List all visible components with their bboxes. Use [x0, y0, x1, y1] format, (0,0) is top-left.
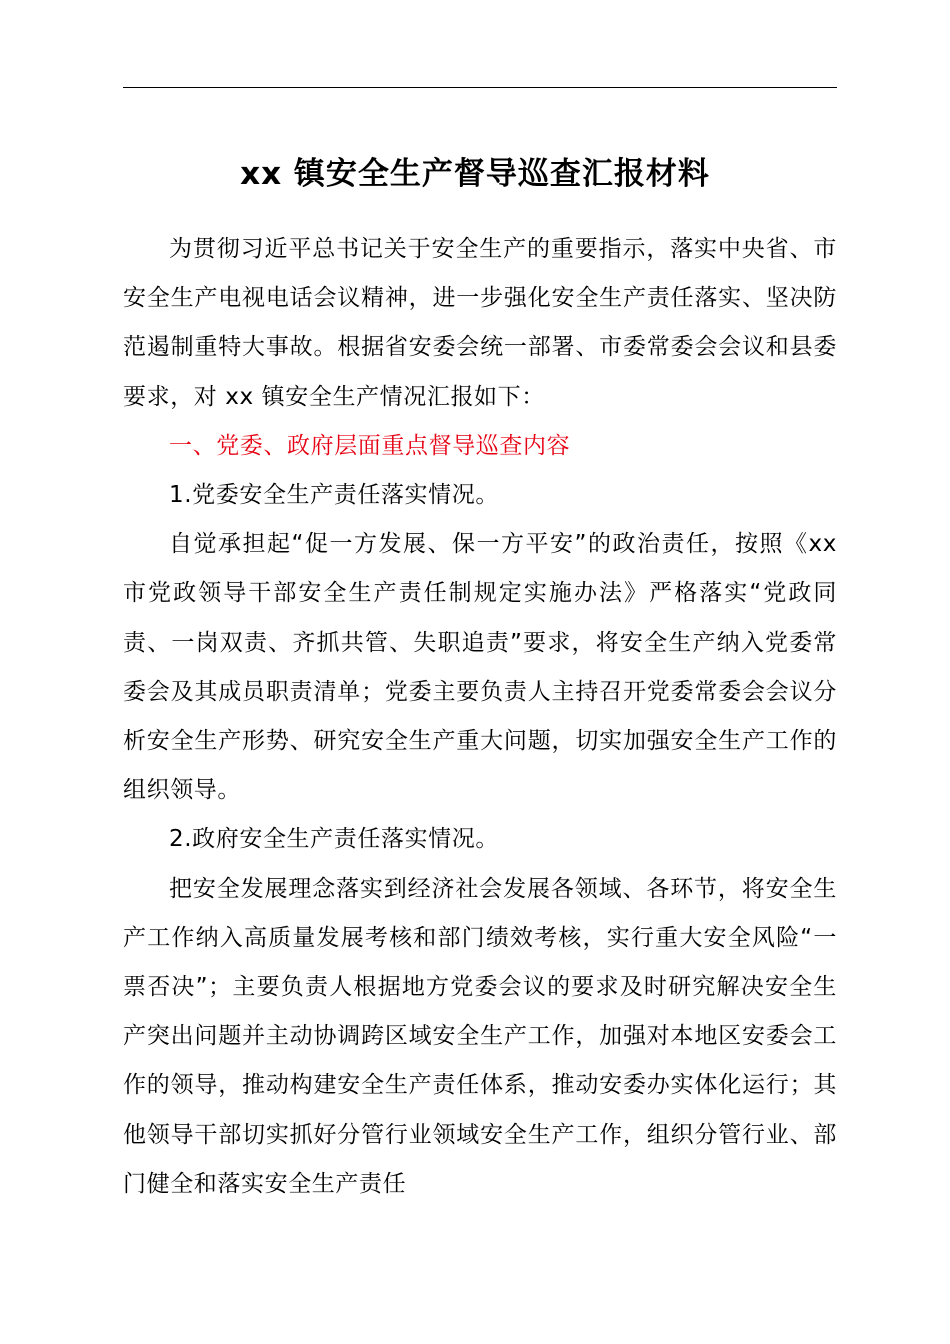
- section-heading: 一、党委、政府层面重点督导巡查内容: [169, 432, 571, 459]
- document-title: xx 镇安全生产督导巡查汇报材料: [240, 156, 710, 192]
- paragraph-party-committee: 自觉承担起“促一方发展、保一方平安”的政治责任，按照《xx 市党政领导干部安全生产责任制规定实施办法》严格落实“党政同责、一岗双责、齐抓共管、失职追责”要求，将安全生产纳入党委常委会及其成员职责清单；党委主要负责人主持召开党委常委会会议分析安全生产形势、研究安全生产重大问题，切实加强安全生产工作的组织领导。: [123, 531, 837, 804]
- header-rule: [123, 87, 837, 88]
- paragraph-government: 把安全发展理念落实到经济社会发展各领域、各环节，将安全生产工作纳入高质量发展考核和部门绩效考核，实行重大安全风险“一票否决”；主要负责人根据地方党委会议的要求及时研究解决安全生产突出问题并主动协调跨区域安全生产工作，加强对本地区安委会工作的领导，推动构建安全生产责任体系，推动安委办实体化运行；其他领导干部切实抓好分管行业领域安全生产工作，组织分管行业、部门健全和落实安全生产责任: [123, 875, 837, 1197]
- subheading-government: 2.政府安全生产责任落实情况。: [169, 826, 499, 853]
- intro-paragraph: 为贯彻习近平总书记关于安全生产的重要指示，落实中央省、市安全生产电视电话会议精神，进一步强化安全生产责任落实、坚决防范遏制重特大事故。根据省安委会统一部署、市委常委会会议和县委要求，对 xx 镇安全生产情况汇报如下：: [123, 236, 837, 410]
- document-body: [123, 225, 837, 1209]
- subheading-party-committee: 1.党委安全生产责任落实情况。: [169, 482, 499, 509]
